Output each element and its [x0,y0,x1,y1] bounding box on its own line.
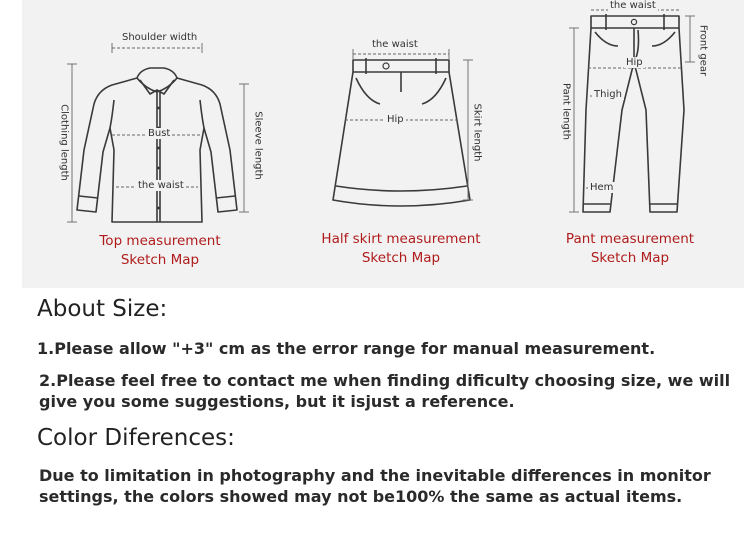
skirt-button [383,63,389,69]
pant-caption [550,230,710,268]
about-size-item2-line1: 2.Please feel free to contact me when finding dificulty choosing size, we will [39,371,731,390]
pant-caption-line2: Sketch Map [590,250,670,266]
skirt-sketch [333,58,470,206]
pant-length-label: Pant length [560,82,572,141]
about-size-item2 [39,370,730,412]
skirt-caption-line2: Sketch Map [361,250,441,266]
bust-label: Bust [148,128,171,139]
about-size-heading: About Size: [37,296,168,322]
color-differences-heading: Color Diferences: [37,425,235,451]
top-caption-line2: Sketch Map [120,252,200,268]
pant-hip-label: Hip [626,57,643,68]
color-differences-text [39,465,711,507]
color-differences-line2: settings, the colors showed may not be100% the same as actual items. [39,487,683,506]
front-gear-label: Front gear [697,24,709,77]
shirt-sketch [77,68,237,222]
top-caption [80,232,240,270]
skirt-hip-label: Hip [387,114,404,125]
top-caption-line1: Top measurement [99,233,221,249]
pants-button [631,19,636,24]
clothing-length-label: Clothing length [58,104,70,181]
shoulder-width-label: Shoulder width [122,32,198,43]
skirt-waist-label: the waist [372,39,418,50]
skirt-caption [305,230,497,268]
skirt-length-label: Skirt length [471,103,483,162]
about-size-item2-line2: give you some suggestions, but it isjust a reference. [39,392,515,411]
skirt-caption-line1: Half skirt measurement [321,231,481,247]
thigh-label: Thigh [594,89,622,100]
color-differences-line1: Due to limitation in photography and the inevitable differences in monitor [39,466,711,485]
sleeve-length-label: Sleeve length [252,111,264,180]
hem-label: Hem [590,182,614,193]
top-waist-label: the waist [138,180,184,191]
pant-caption-line1: Pant measurement [565,231,695,247]
about-size-item1: 1.Please allow "+3" cm as the error range for manual measurement. [37,339,656,358]
pant-waist-label: the waist [610,0,656,11]
